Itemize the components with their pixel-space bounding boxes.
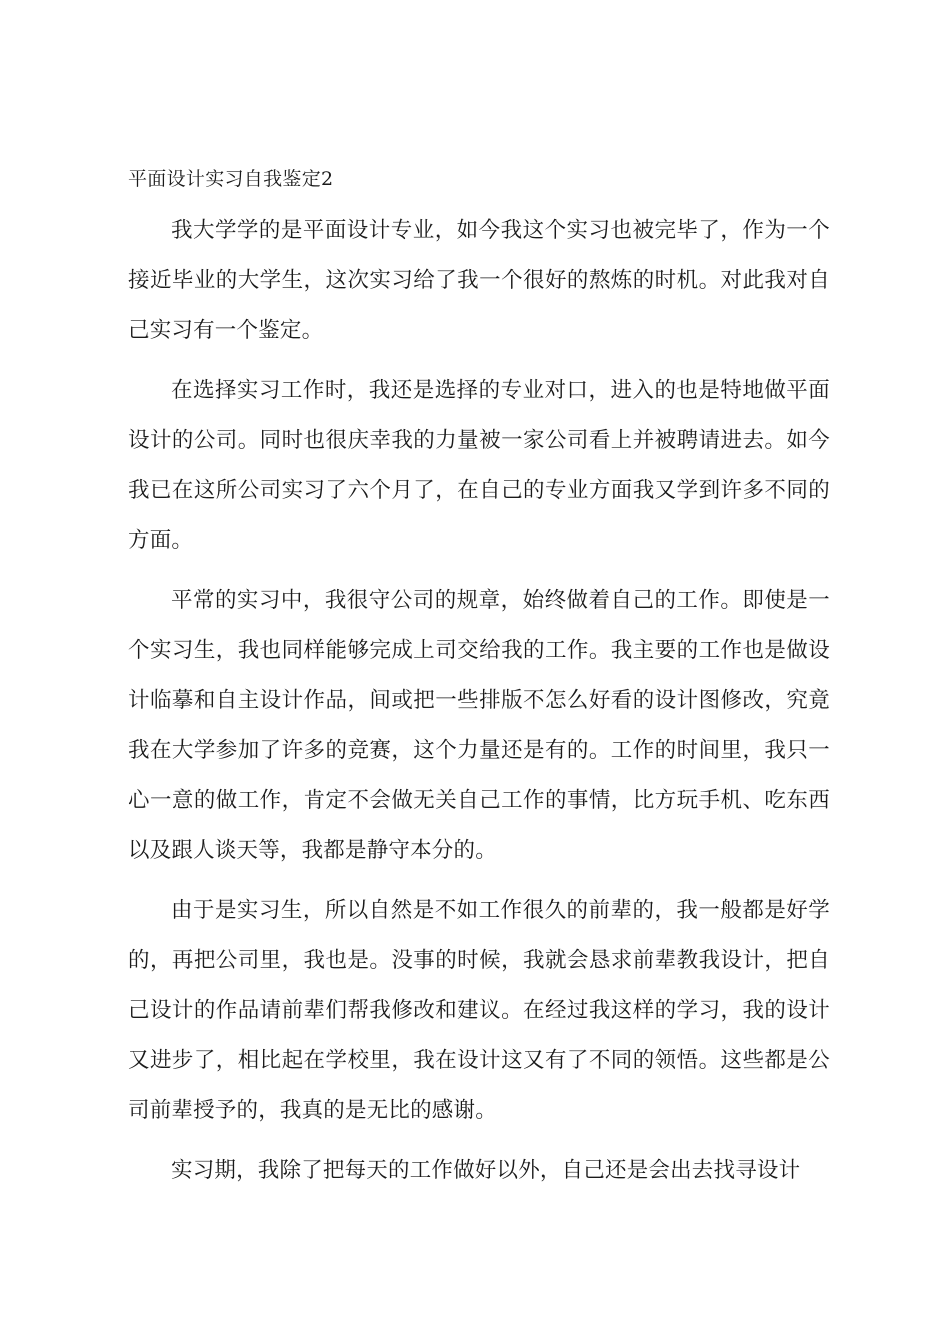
paragraph-2: 在选择实习工作时，我还是选择的专业对口，进入的也是特地做平面设计的公司。同时也很庆幸我的力量被一家公司看上并被聘请进去。如今我已在这所公司实习了六个月了，在自己的专业方面我又学到许多不同的方面。: [128, 378, 830, 553]
paragraph-5: 实习期，我除了把每天的工作做好以外，自己还是会出去找寻设计: [171, 1158, 801, 1183]
paragraph-3: 平常的实习中，我很守公司的规章，始终做着自己的工作。即使是一个实习生，我也同样能够完成上司交给我的工作。我主要的工作也是做设计临摹和自主设计作品，间或把一些排版不怎么好看的设计图修改，究竟我在大学参加了许多的竞赛，这个力量还是有的。工作的时间里，我只一心一意的做工作，肯定不会做无关自己工作的事情，比方玩手机、吃东西以及跟人谈天等，我都是静守本分的。: [128, 588, 830, 863]
document-body: [128, 163, 830, 1196]
paragraph-4: 由于是实习生，所以自然是不如工作很久的前辈的，我一般都是好学的，再把公司里，我也是。没事的时候，我就会恳求前辈教我设计，把自己设计的作品请前辈们帮我修改和建议。在经过我这样的学习，我的设计又进步了，相比起在学校里，我在设计这又有了不同的领悟。这些都是公司前辈授予的，我真的是无比的感谢。: [128, 898, 830, 1123]
document-title: 平面设计实习自我鉴定2: [128, 168, 334, 190]
paragraph-1: 我大学学的是平面设计专业，如今我这个实习也被完毕了，作为一个接近毕业的大学生，这次实习给了我一个很好的熬炼的时机。对此我对自己实习有一个鉴定。: [128, 218, 830, 343]
